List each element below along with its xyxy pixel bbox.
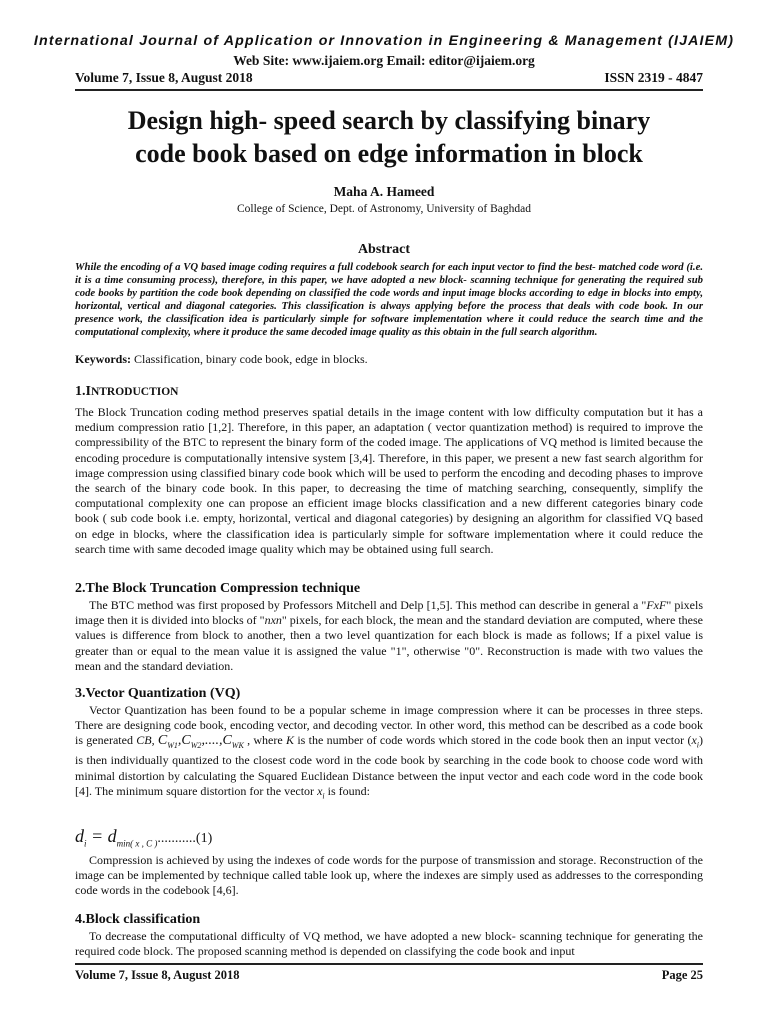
footer-rule [75,963,703,965]
codeword-sequence [157,733,244,751]
header-volume-row [75,70,703,86]
section-1-title: NTRODUCTION [90,386,179,398]
xi-term: x [691,733,697,748]
fxf-term: FxF [646,598,667,612]
section-2-text-a: The BTC method was first proposed by Professors Mitchell and Delp [1,5]. This method can describe in general a " [89,598,647,612]
cw-c2: C [181,733,191,749]
keywords [75,352,703,367]
section-1-heading [75,384,179,400]
xi-sub-2: i [322,791,325,801]
eq-rhs: = d [86,826,117,846]
section-4-heading: 4.Block classification [75,912,201,927]
paper-title [75,104,703,170]
header-volume: Volume 7, Issue 8, August 2018 [75,70,253,85]
equation-1 [75,826,212,849]
journal-website: Web Site: www.ijaiem.org Email: editor@ijaiem.org [233,53,535,68]
footer [75,968,703,983]
section-3-text-a: Vector Quantization has been found to be a popular scheme in image compression where it can be processes in three steps. There are designing code book, encoding vector, and decoding vector. In other word, this method can be described as a code book is generated [75,703,703,748]
paper-title-line-2: code book based on edge information in block [135,139,643,168]
cw-c1: C [157,733,168,749]
cw-ck: C [222,733,232,749]
footer-volume: Volume 7, Issue 8, August 2018 [75,968,240,982]
cb-term: CB, [136,733,155,748]
section-3-text-b: , where [243,733,287,748]
section-2-heading: 2.The Block Truncation Compression technique [75,581,361,596]
section-1-text: The Block Truncation coding method preserves spatial details in the image content with low difficulty computation but it has a medium compression ratio [1,2]. Therefore, in this paper, an adaptation ( vector quantization method) is required to improve the compressibility of the BTC to represent the binary form of the coded image. The applications of VQ method is limited because the encoding procedure is computationally intensive system [3,4]. Therefore, in this paper, we present a new fast search algorithm for image compression using classified binary code book which will be used to perform the encoding and decoding phases to improve the search of the binary code book. In this paper, to decreasing the time of matching searching, consequently, simplify the computational complexity one can propose an efficient image blocks classification and a new different categories binary code book ( sub code book i.e. empty, horizontal, vertical and diagonal categories) by designing an algorithm for classified VQ based on edge in blocks, where the classification idea is particularly simple for software implementation where it could reduce the search time with same decoded image quality which may be obtained using full search. [75,405,703,556]
section-3-text-e: is found: [324,783,370,798]
k-term: K [286,733,295,748]
section-3-text-d: ) is then individually quantized to the closest code word in the code book by searching in the code book to choose code word with minimal distortion by calculating the Squared Euclidean Distance between the input vector and each code word in the code book [4]. The minimum square distortion for the vector [75,733,704,798]
nxn-term: nxn [264,613,282,628]
xi-sub: i [696,740,700,750]
keywords-label: Keywords: [75,352,131,366]
cw-sub-2: W2 [190,741,202,751]
section-4-text [75,929,703,959]
cw-sub-k: WK [231,741,244,751]
abstract-heading: Abstract [357,242,411,257]
section-3-para-2: Compression is achieved by using the indexes of code words for the purpose of transmission and storage. Reconstruction of the image can be implemented by technique called table look up, where the indexes are simply used as addresses to the corresponding code words in the codebook [4,6]. [75,853,703,898]
journal-title: International Journal of Application or Innovation in Engineering & Management (IJAIEM) [33,33,735,49]
cw-sep-2: ,...., [201,733,223,749]
section-1-initial: I [85,384,91,399]
xi-term-2: x [317,783,323,798]
keywords-text: Classification, binary code book, edge in blocks. [134,352,368,366]
section-2-text-c: " pixels, for each block, the mean and the standard deviation are computed, where these values is difference from block to another, then a two level quantization for each block is made as follows; If a pixel value is greater than or equal to the mean value it is assigned the value "1", otherwise "0". Reconstruction is made with two values the mean and the standard deviation. [75,613,703,673]
eq-lhs: d [75,826,84,846]
section-1-number: 1. [75,384,86,399]
header-issn: ISSN 2319 - 4847 [604,70,703,85]
section-2-text [75,598,703,674]
cw-sub-1: W1 [167,741,178,751]
paper-affiliation: College of Science, Dept. of Astronomy, University of Baghdad [236,203,532,215]
footer-page: Page 25 [661,968,703,982]
header-rule [75,89,703,91]
section-2-text-b: " pixels image then it is divided into blocks of " [75,598,704,628]
cw-sep-1: , [177,733,182,749]
paper-title-line-1: Design high- speed search by classifying binary [127,106,651,135]
paper-author: Maha A. Hameed [333,184,435,199]
eq-number: ...........(1) [157,831,213,846]
eq-rhs-sub: min( x , C ) [116,838,158,849]
section-4-para: To decrease the computational difficulty of VQ method, we have adopted a new block- scanning technique for generating the required code block. The proposed scanning method is depended on classifying the code book and input [75,929,703,959]
section-3-text-c: is the number of code words which stored in the code book then an input vector ( [294,733,692,748]
section-3-text [75,703,703,803]
section-3-text-2 [75,853,703,899]
section-3-heading: 3.Vector Quantization (VQ) [75,686,241,701]
eq-lhs-sub: i [84,838,87,849]
abstract-text: While the encoding of a VQ based image coding requires a full codebook search for each input vector to find the best- matched code word (i.e. it is a time consuming process), therefore, in this paper, we have adopted a new block- scanning technique for generating the required sub code books by partition the code book depending on classified the code words and input image blocks according to edge in blocks into empty, horizontal, vertical and diagonal categories. This classification is always applying before the process that deals with code book. In our presence work, the classification idea is particularly simple for software implementation where it could reduce the search time and the computational complexity, where it produce the same decoded image quality as this obtain in the full search algorithm. [75,261,703,339]
